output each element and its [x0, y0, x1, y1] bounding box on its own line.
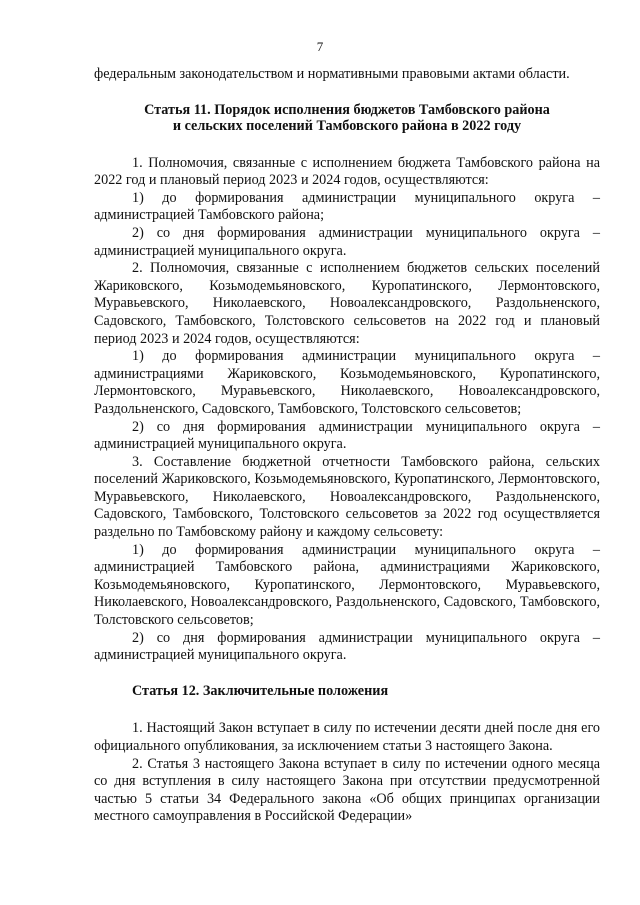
article-11-heading [94, 102, 600, 135]
article-11-paragraph: 2) со дня формирования администрации муниципального округа – администрацией муниципального округа. [94, 629, 600, 664]
article-11-paragraph: 2) со дня формирования администрации муниципального округа – администрацией муниципального округа. [94, 224, 600, 259]
article-12-paragraph: 1. Настоящий Закон вступает в силу по истечении десяти дней после дня его официального опубликования, за исключением статьи 3 настоящего Закона. [94, 720, 600, 754]
page-number: 7 [316, 39, 324, 54]
article-12-heading: Статья 12. Заключительные положения [132, 682, 389, 699]
continuation-paragraph: федеральным законодательством и нормативными правовыми актами области. [94, 66, 570, 82]
document-body [94, 66, 600, 826]
article-11-paragraph: 2. Полномочия, связанные с исполнением бюджетов сельских поселений Жариковского, Козьмодемьяновского, Куропатинского, Лермонтовского, Муравьевского, Николаевского, Новоалександровского, Раздольненского, Садовского, Тамбовского, Толстовского сельсоветов на 2022 год и плановый период 2023 и 2024 годов, осуществляются: [94, 260, 600, 347]
article-11-title-line-2: и сельских поселений Тамбовского района в 2022 году [172, 118, 522, 135]
article-11-paragraph: 1) до формирования администрации муниципального округа – администрациями Жариковского, Козьмодемьяновского, Куропатинского, Лермонтовского, Муравьевского, Николаевского, Новоалександровского, Раздольненского, Садовского, Тамбовского, Толстовского сельсоветов; [94, 348, 600, 417]
article-12-paragraph: 2. Статья 3 настоящего Закона вступает в силу по истечении одного месяца со дня вступления в силу настоящего Закона при отсутствии предусмотренной частью 5 статьи 34 Федерального закона «Об общих принципах организации местного самоуправления в Российской Федерации» [94, 755, 600, 825]
article-11-paragraph: 1) до формирования администрации муниципального округа – администрацией Тамбовского района, администрациями Жариковского, Козьмодемьяновского, Куропатинского, Лермонтовского, Муравьевского, Николаевского, Новоалександровского, Раздольненского, Садовского, Тамбовского, Толстовского сельсоветов; [94, 541, 600, 629]
article-11-paragraph: 1) до формирования администрации муниципального округа – администрацией Тамбовского района; [94, 189, 600, 224]
article-11-title-line-1: Статья 11. Порядок исполнения бюджетов Тамбовского района [144, 101, 550, 118]
article-11-paragraph: 2) со дня формирования администрации муниципального округа – администрацией муниципального округа. [94, 418, 600, 453]
article-11-paragraph: 3. Составление бюджетной отчетности Тамбовского района, сельских поселений Жариковского, Козьмодемьяновского, Куропатинского, Лермонтовского, Муравьевского, Николаевского, Новоалександровского, Раздольненского, Садовского, Тамбовского, Толстовского сельсоветов за 2022 год осуществляется раздельно по Тамбовскому району и каждому сельсовету: [94, 453, 600, 541]
article-11-paragraph: 1. Полномочия, связанные с исполнением бюджета Тамбовского района на 2022 год и плановый период 2023 и 2024 годов, осуществляются: [94, 154, 600, 189]
